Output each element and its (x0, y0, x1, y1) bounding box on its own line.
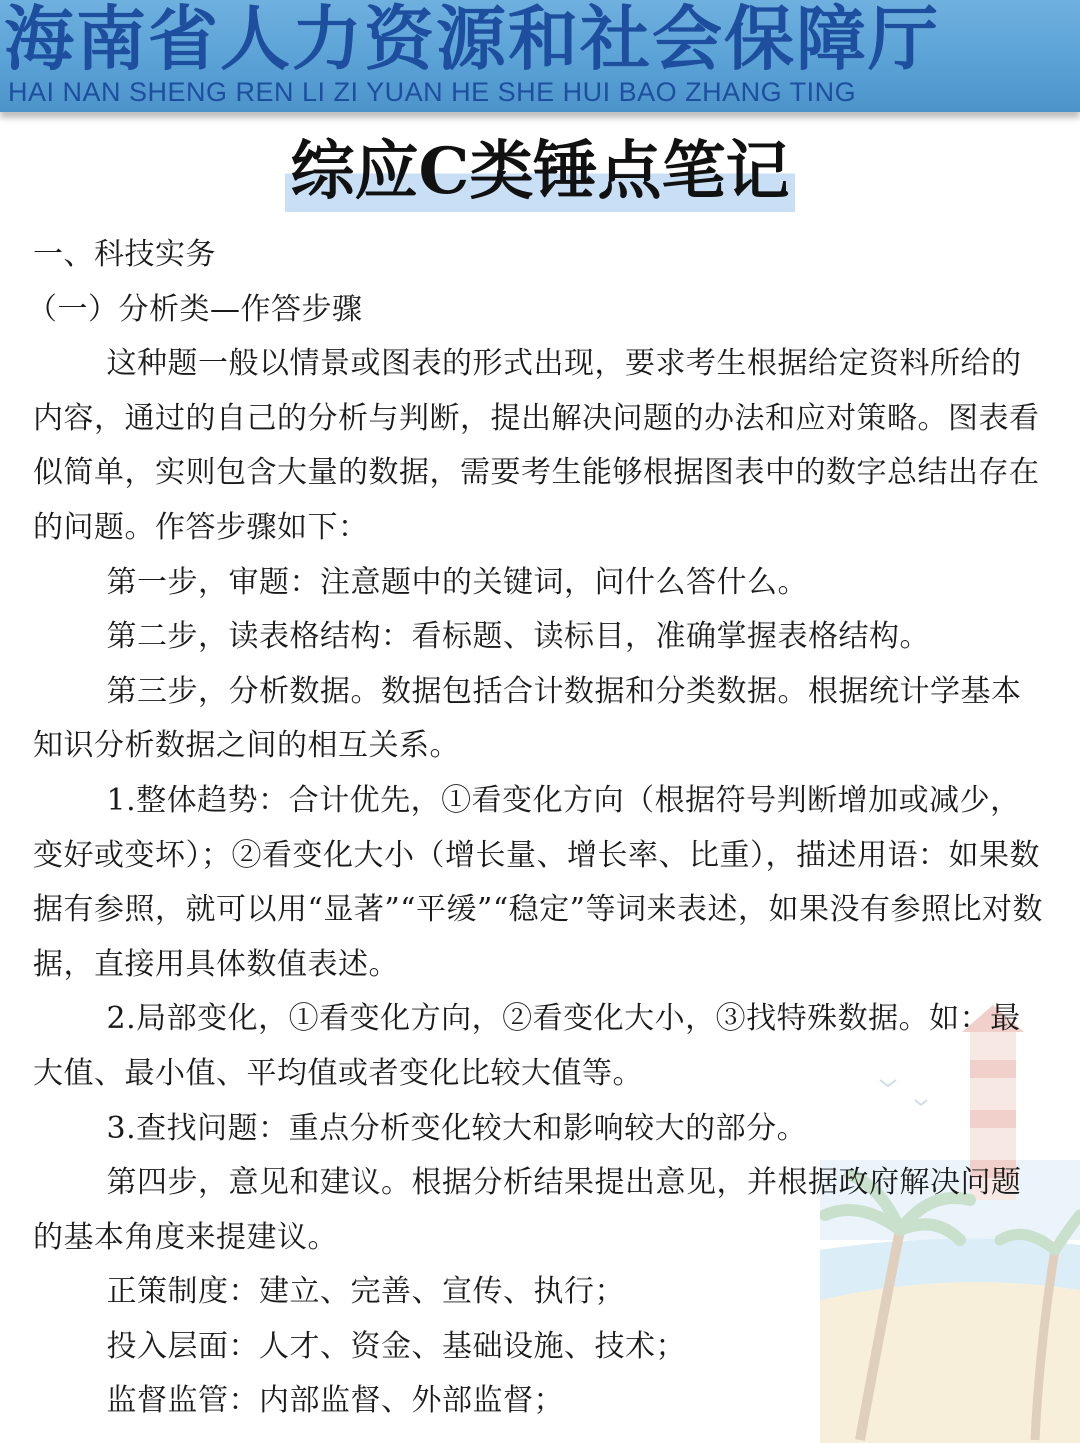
paragraph: 2.局部变化，①看变化方向，②看变化大小，③找特殊数据。如：最大值、最小值、平均值或者变化比较大值等。 (33, 1001, 1021, 1091)
document-title: 综应C类锤点笔记 (285, 132, 796, 212)
paragraph: 第三步，分析数据。数据包括合计数据和分类数据。根据统计学基本知识分析数据之间的相互关系。 (33, 673, 1022, 764)
paragraph: 第一步，审题：注意题中的关键词，问什么答什么。 (106, 564, 808, 600)
banner-title: 海南省人力资源和社会保障厅 (4, 0, 940, 80)
banner-subtitle: HAI NAN SHENG REN LI ZI YUAN HE SHE HUI BAO ZHANG TING (8, 77, 857, 107)
paragraph: 投入层面：人才、资金、基础设施、技术； (106, 1328, 686, 1364)
paragraph: 3.查找问题：重点分析变化较大和影响较大的部分。 (106, 1110, 808, 1146)
title-area (0, 132, 1080, 212)
header-banner (0, 0, 1080, 112)
section-heading: 一、科技实务 (33, 237, 216, 272)
paragraph: 1.整体趋势：合计优先，①看变化方向（根据符号判断增加或减少，变好或变坏）；②看变化大小（增长量、增长率、比重），描述用语：如果数据有参照，就可以用“显著”“平缓”“稳定”等词来表述，如果没有参照比对数据，直接用具体数值表述。 (33, 782, 1044, 982)
paragraph: 第四步，意见和建议。根据分析结果提出意见，并根据政府解决问题的基本角度来提建议。 (33, 1165, 1022, 1255)
paragraph: 第二步，读表格结构：看标题、读标目，准确掌握表格结构。 (106, 619, 930, 655)
paragraph: 这种题一般以情景或图表的形式出现，要求考生根据给定资料所给的内容，通过的自己的分析与判断，提出解决问题的办法和应对策略。图表看似简单，实则包含大量的数据，需要考生能够根据图表中的数字总结出存在的问题。作答步骤如下： (33, 346, 1040, 545)
document-body (27, 228, 1048, 1429)
subsection-heading: （一）分析类—作答步骤 (27, 291, 363, 327)
paragraph: 监督监管：内部监督、外部监督； (106, 1383, 564, 1419)
paragraph: 正策制度：建立、完善、宣传、执行； (106, 1274, 625, 1310)
